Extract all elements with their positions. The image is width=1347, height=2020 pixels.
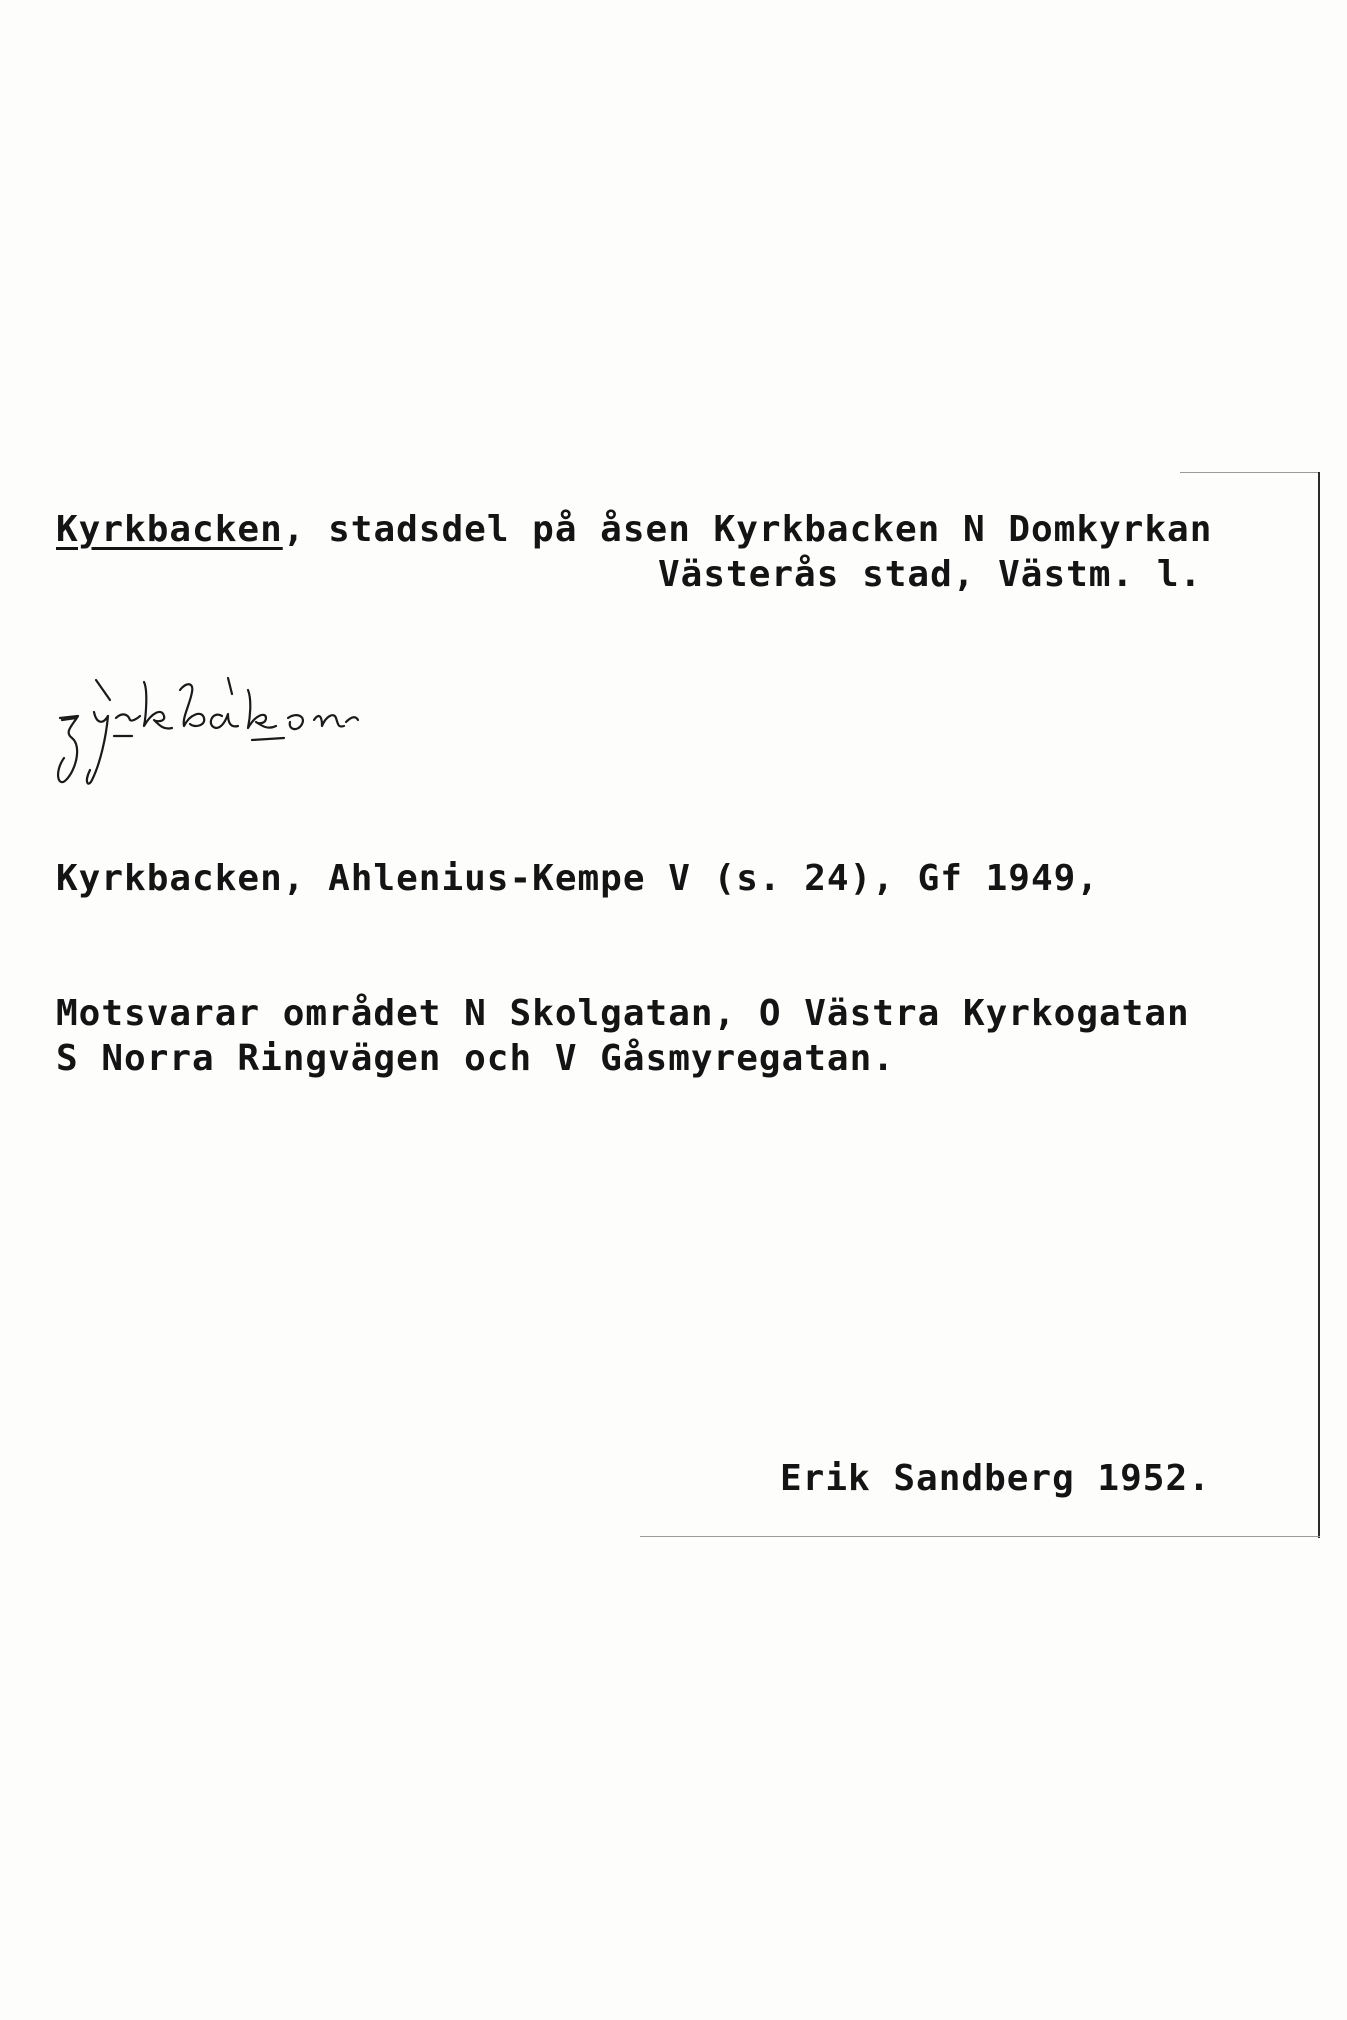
heading-description: , stadsdel på åsen Kyrkbacken N Domkyrkan <box>282 509 1213 550</box>
card-right-edge <box>1318 472 1320 1538</box>
card-top-edge <box>1180 472 1320 473</box>
description-line-1: Motsvarar området N Skolgatan, O Västra Kyrkogatan <box>56 993 1190 1034</box>
source-line: Kyrkbacken, Ahlenius-Kempe V (s. 24), Gf 1949, <box>56 858 1099 899</box>
signature: Erik Sandberg 1952. <box>780 1458 1211 1499</box>
place-name-heading: Kyrkbacken <box>56 509 283 550</box>
handwritten-phonetic-transcription <box>52 660 512 810</box>
location-line: Västerås stad, Västm. l. <box>658 554 1203 595</box>
description-line-2: S Norra Ringvägen och V Gåsmyregatan. <box>56 1038 895 1079</box>
heading-line <box>56 508 1318 552</box>
card-bottom-edge <box>640 1536 1320 1537</box>
phonetic-transcription-text <box>60 690 166 714</box>
